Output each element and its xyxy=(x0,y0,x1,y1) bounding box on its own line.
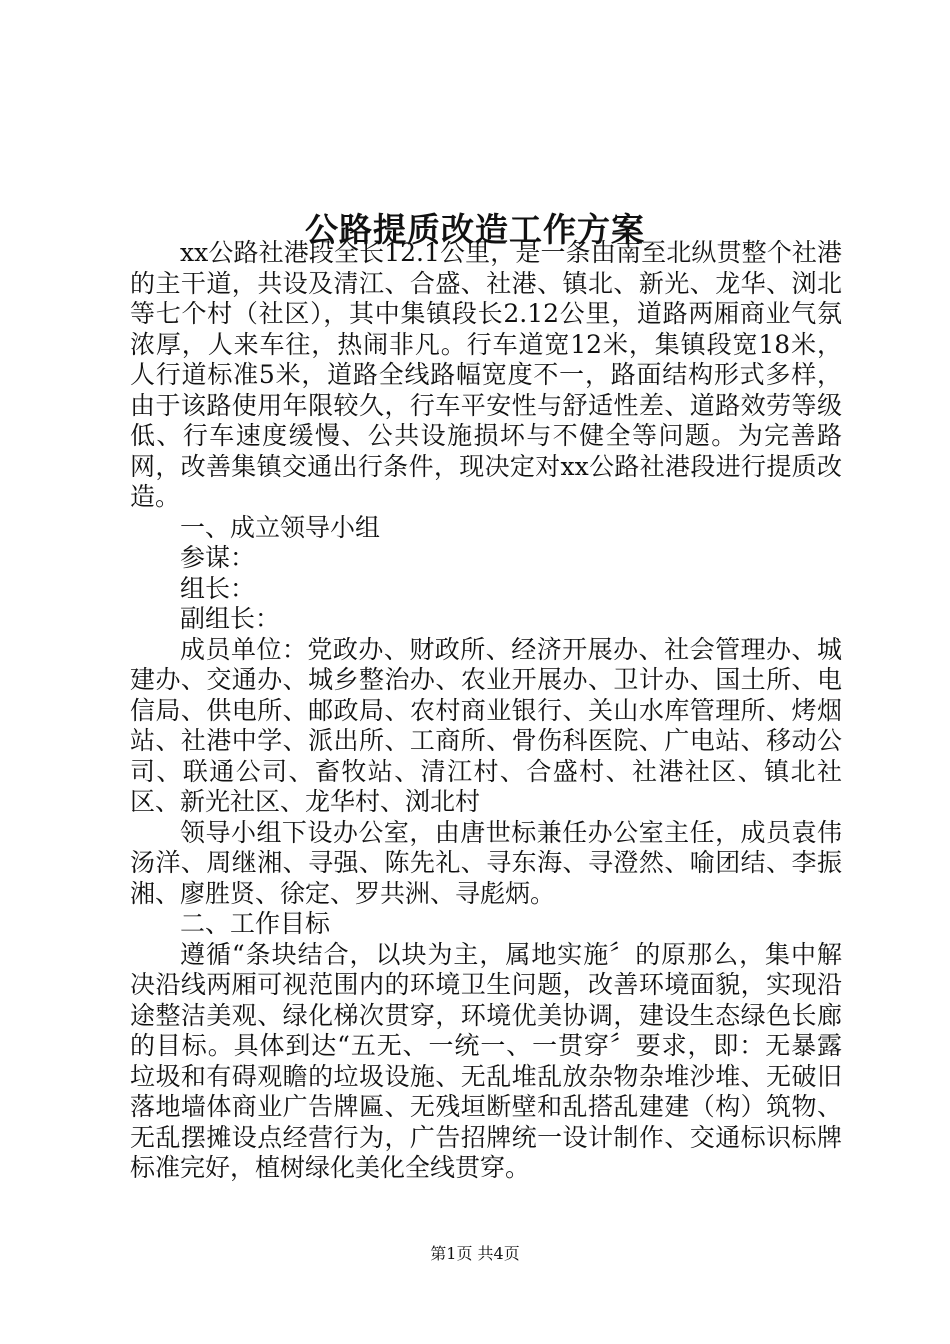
advisor-line: 参谋： xyxy=(180,543,256,572)
section-heading-leadership: 一、成立领导小组 xyxy=(180,512,381,542)
page-number: 第1页 共4页 xyxy=(430,1244,520,1263)
member-units-paragraph: 成员单位：党政办、财政所、经济开展办、社会管理办、城建办、交通办、城乡整治办、农业开展办、卫计办、国土所、电信局、供电所、邮政局、农村商业银行、关山水库管理所、烤烟站、社港中学、派出所、工商所、骨伤科医院、广电站、移动公司、联通公司、畜牧站、清江村、合盛村、社港社区、镇北社区、新光社区、龙华村、浏北村 xyxy=(130,634,842,816)
office-paragraph: 领导小组下设办公室，由唐世标兼任办公室主任，成员袁伟汤洋、周继湘、寻强、陈先礼、寻东海、寻澄然、喻团结、李振湘、廖胜贤、徐定、罗共洲、寻彪炳。 xyxy=(130,817,842,908)
leader-line: 组长： xyxy=(180,573,256,603)
section-heading-goals: 二、工作目标 xyxy=(180,909,331,938)
document-body xyxy=(130,238,842,1184)
intro-paragraph: xx公路社港段全长12.1公里，是一条由南至北纵贯整个社港的主干道，共设及清江、合盛、社港、镇北、新光、龙华、浏北等七个村（社区），其中集镇段长2.12公里，道路两厢商业气氛浓厚，人来车往，热闹非凡。行车道宽12米，集镇段宽18米，人行道标准5米，道路全线路幅宽度不一，路面结构形式多样，由于该路使用年限较久，行车平安性与舒适性差、道路效劳等级低、行车速度缓慢、公共设施损坏与不健全等问题。为完善路网，改善集镇交通出行条件，现决定对xx公路社港段进行提质改造。 xyxy=(130,238,842,511)
document-title: 公路提质改造工作方案 xyxy=(305,210,645,250)
deputy-leader-line: 副组长： xyxy=(180,604,281,633)
goals-paragraph: 遵循“条块结合，以块为主，属地实施〞的原那么，集中解决沿线两厢可视范围内的环境卫生问题，改善环境面貌，实现沿途整洁美观、绿化梯次贯穿，环境优美协调，建设生态绿色长廊的目标。具体到达“五无、一统一、一贯穿〞要求，即：无暴露垃圾和有碍观瞻的垃圾设施、无乱堆乱放杂物杂堆沙堆、无破旧落地墙体商业广告牌匾、无残垣断壁和乱搭乱建建（构）筑物、无乱摆摊设点经营行为，广告招牌统一设计制作、交通标识标牌标准完好，植树绿化美化全线贯穿。 xyxy=(130,939,842,1182)
